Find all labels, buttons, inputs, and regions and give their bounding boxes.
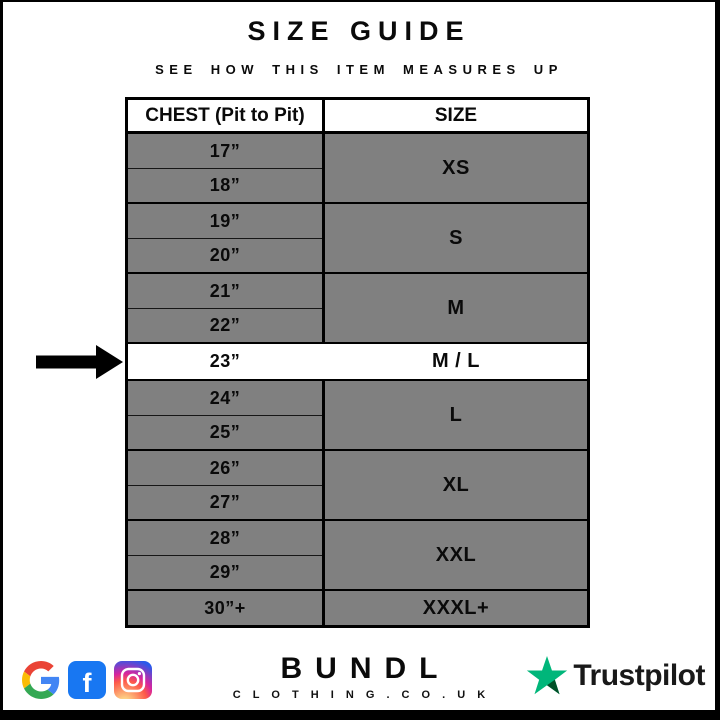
- size-cell: XXL: [435, 543, 477, 566]
- measurement-cell: 26”: [209, 457, 241, 478]
- table-header-row: [128, 100, 587, 134]
- table-body: [128, 134, 587, 625]
- measurement-cell: 24”: [209, 387, 241, 408]
- measurement-column: [128, 381, 325, 449]
- measurement-cell: 21”: [209, 280, 241, 301]
- size-cell: M / L: [431, 350, 481, 372]
- page-subtitle: SEE HOW THIS ITEM MEASURES UP: [155, 62, 563, 77]
- measurement-cell: 25”: [128, 415, 322, 449]
- size-group-xl: [128, 451, 587, 521]
- measurement-cell: 28”: [209, 527, 241, 548]
- social-icons: [22, 661, 152, 699]
- size-cell: S: [449, 226, 463, 249]
- measurement-column: [128, 344, 325, 379]
- size-cell: XL: [442, 473, 470, 496]
- measurement-column: [128, 274, 325, 342]
- size-group-s: [128, 204, 587, 274]
- size-cell: XXXL+: [422, 596, 490, 619]
- size-cell: L: [449, 403, 463, 426]
- size-group-m: [128, 274, 587, 344]
- measurement-column: [128, 204, 325, 272]
- size-group-xs: [128, 134, 587, 204]
- facebook-icon[interactable]: f: [68, 661, 106, 699]
- measurement-cell: 17”: [209, 140, 241, 161]
- size-cell: M: [447, 296, 465, 319]
- trustpilot-logo[interactable]: [526, 656, 705, 696]
- trustpilot-label: Trustpilot: [573, 659, 705, 692]
- measurement-cell: 20”: [128, 238, 322, 272]
- column-header-size: SIZE: [434, 104, 478, 126]
- row-pointer-arrow-icon: [36, 344, 125, 380]
- size-group-xxl: [128, 521, 587, 591]
- size-group-ml: [128, 344, 587, 381]
- page-title: SIZE GUIDE: [247, 16, 471, 46]
- measurement-column: [128, 451, 325, 519]
- column-header-chest: CHEST (Pit to Pit): [128, 100, 325, 131]
- brand-domain: C L O T H I N G . C O . U K: [232, 689, 490, 701]
- size-guide-table: [125, 97, 590, 628]
- measurement-cell: 19”: [209, 210, 241, 231]
- measurement-column: [128, 591, 325, 625]
- size-cell: XS: [442, 156, 470, 179]
- measurement-cell: 22”: [128, 308, 322, 342]
- arrow-shape: [36, 345, 123, 379]
- measurement-cell: 29”: [128, 555, 322, 589]
- measurement-cell: 27”: [128, 485, 322, 519]
- trustpilot-star-icon: [526, 656, 568, 696]
- brand-name: BUNDL: [280, 652, 451, 685]
- measurement-cell: 18”: [128, 168, 322, 202]
- size-group-l: [128, 381, 587, 451]
- measurement-column: [128, 521, 325, 589]
- instagram-icon[interactable]: [114, 661, 152, 699]
- measurement-column: [128, 134, 325, 202]
- google-icon[interactable]: [22, 661, 60, 699]
- size-group-xxxl+: [128, 591, 587, 625]
- measurement-cell: 23”: [209, 351, 241, 371]
- measurement-cell: 30”+: [204, 597, 246, 618]
- brand-logo: [228, 652, 489, 701]
